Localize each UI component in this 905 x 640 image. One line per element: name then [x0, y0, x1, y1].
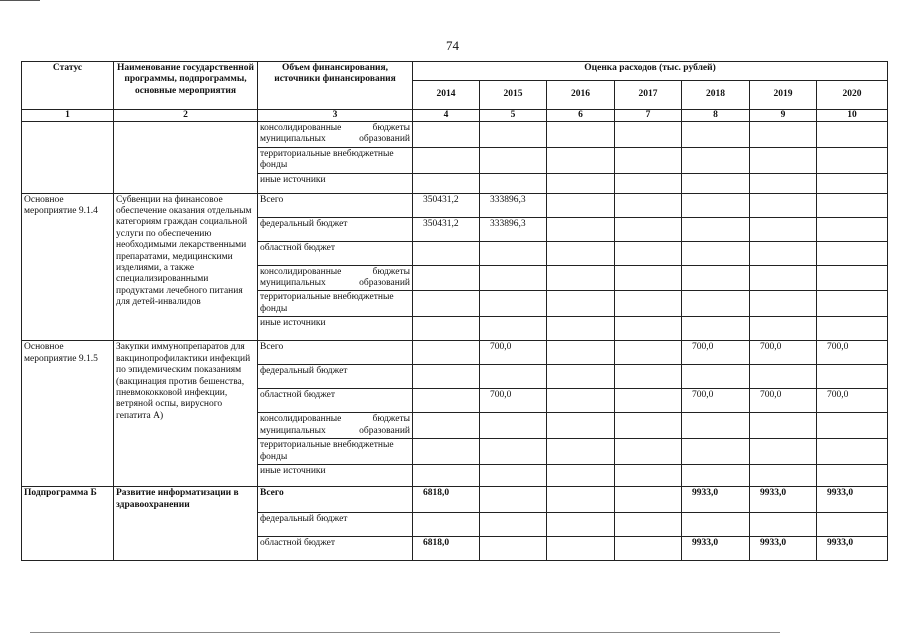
value-cell: [750, 265, 817, 291]
column-number: 1: [22, 110, 114, 122]
value-cell: 700,0: [750, 341, 817, 365]
value-cell: [750, 241, 817, 265]
value-cell: [615, 389, 682, 413]
value-cell: [480, 365, 547, 389]
column-number: 6: [547, 110, 615, 122]
value-cell: 700,0: [480, 341, 547, 365]
value-cell: [413, 291, 480, 317]
value-cell: [547, 537, 615, 561]
value-cell: 350431,2: [413, 217, 480, 241]
value-cell: [750, 122, 817, 148]
value-cell: [480, 317, 547, 341]
funding-source-cell: территориальные внебюджетные фонды: [258, 439, 413, 465]
table-body: [22, 122, 888, 561]
column-number: 4: [413, 110, 480, 122]
value-cell: [682, 173, 750, 193]
value-cell: [682, 193, 750, 217]
value-cell: [750, 513, 817, 537]
value-cell: [615, 122, 682, 148]
value-cell: [480, 513, 547, 537]
value-cell: [413, 465, 480, 487]
value-cell: [413, 265, 480, 291]
value-cell: [817, 413, 888, 439]
value-cell: [615, 341, 682, 365]
value-cell: [682, 265, 750, 291]
value-cell: 700,0: [817, 341, 888, 365]
column-number-row: [22, 110, 888, 122]
header-year-2020: 2020: [817, 81, 888, 110]
value-cell: [615, 217, 682, 241]
value-cell: [817, 217, 888, 241]
budget-table: [21, 61, 888, 561]
funding-source-cell: Всего: [258, 341, 413, 365]
value-cell: [547, 122, 615, 148]
value-cell: [547, 317, 615, 341]
funding-source-cell: областной бюджет: [258, 389, 413, 413]
value-cell: [817, 465, 888, 487]
header-name: Наименование государственной программы, подпрограммы, основные мероприятия: [114, 62, 258, 110]
value-cell: [480, 265, 547, 291]
value-cell: [817, 365, 888, 389]
value-cell: [682, 217, 750, 241]
value-cell: [547, 365, 615, 389]
value-cell: [413, 122, 480, 148]
funding-source-cell: Всего: [258, 487, 413, 513]
value-cell: [547, 291, 615, 317]
value-cell: [615, 173, 682, 193]
value-cell: [413, 147, 480, 173]
funding-source-cell: иные источники: [258, 317, 413, 341]
value-cell: [547, 389, 615, 413]
value-cell: [615, 147, 682, 173]
value-cell: [750, 147, 817, 173]
funding-source-cell: федеральный бюджет: [258, 217, 413, 241]
value-cell: [615, 513, 682, 537]
value-cell: 700,0: [480, 389, 547, 413]
value-cell: 9933,0: [750, 487, 817, 513]
value-cell: [413, 173, 480, 193]
column-number: 5: [480, 110, 547, 122]
status-cell: Основное мероприятие 9.1.5: [22, 341, 114, 487]
value-cell: [615, 193, 682, 217]
program-name-cell: [114, 122, 258, 194]
status-cell: [22, 122, 114, 194]
page-number: 74: [446, 38, 459, 53]
value-cell: [682, 513, 750, 537]
value-cell: [817, 241, 888, 265]
value-cell: [480, 413, 547, 439]
value-cell: [547, 439, 615, 465]
value-cell: 700,0: [682, 341, 750, 365]
value-cell: [547, 217, 615, 241]
value-cell: 6818,0: [413, 487, 480, 513]
value-cell: [615, 537, 682, 561]
value-cell: [413, 439, 480, 465]
value-cell: [413, 513, 480, 537]
program-name-cell: Субвенции на финансовое обеспечение оказания отдельным категориям граждан социальной услуги по обеспечению необходимыми лекарственными препаратами, медицинскими изделиями, а также специализированными продуктами лечебного питания для детей-инвалидов: [114, 193, 258, 341]
value-cell: [615, 487, 682, 513]
value-cell: [615, 241, 682, 265]
value-cell: [615, 365, 682, 389]
program-name-cell: Закупки иммунопрепаратов для вакцинопрофилактики инфекций по эпидемическим показаниям (вакцинация против бешенства, пневмококковой инфекции, ветряной оспы, вирусного гепатита А): [114, 341, 258, 487]
value-cell: [480, 537, 547, 561]
header-estimate: Оценка расходов (тыс. рублей): [413, 62, 888, 81]
column-number: 8: [682, 110, 750, 122]
header-status: Статус: [22, 62, 114, 110]
value-cell: [750, 217, 817, 241]
value-cell: [547, 147, 615, 173]
value-cell: [547, 241, 615, 265]
value-cell: 700,0: [750, 389, 817, 413]
value-cell: [682, 147, 750, 173]
value-cell: [480, 241, 547, 265]
value-cell: [750, 193, 817, 217]
value-cell: [547, 193, 615, 217]
value-cell: [682, 122, 750, 148]
funding-source-cell: Всего: [258, 193, 413, 217]
value-cell: [817, 193, 888, 217]
header-row-1: [22, 62, 888, 81]
value-cell: [615, 439, 682, 465]
program-name-cell: Развитие информатизации в здравоохранении: [114, 487, 258, 561]
value-cell: [615, 317, 682, 341]
funding-source-cell: областной бюджет: [258, 241, 413, 265]
header-year-2018: 2018: [682, 81, 750, 110]
value-cell: [682, 365, 750, 389]
value-cell: [413, 317, 480, 341]
value-cell: 9933,0: [817, 487, 888, 513]
funding-source-cell: иные источники: [258, 465, 413, 487]
value-cell: [413, 341, 480, 365]
value-cell: [547, 265, 615, 291]
value-cell: [547, 173, 615, 193]
value-cell: [750, 173, 817, 193]
value-cell: [817, 439, 888, 465]
value-cell: [682, 413, 750, 439]
value-cell: [750, 317, 817, 341]
value-cell: [480, 465, 547, 487]
value-cell: [547, 513, 615, 537]
column-number: 10: [817, 110, 888, 122]
table-row: [22, 193, 888, 217]
value-cell: [615, 413, 682, 439]
value-cell: [547, 465, 615, 487]
value-cell: [480, 173, 547, 193]
header-year-2019: 2019: [750, 81, 817, 110]
header-year-2016: 2016: [547, 81, 615, 110]
value-cell: 9933,0: [682, 487, 750, 513]
value-cell: [817, 147, 888, 173]
top-rule: [0, 0, 40, 1]
funding-source-cell: областной бюджет: [258, 537, 413, 561]
value-cell: [817, 317, 888, 341]
value-cell: [413, 389, 480, 413]
value-cell: [413, 241, 480, 265]
value-cell: 333896,3: [480, 193, 547, 217]
value-cell: [615, 265, 682, 291]
funding-source-cell: территориальные внебюджетные фонды: [258, 147, 413, 173]
funding-source-cell: федеральный бюджет: [258, 513, 413, 537]
status-cell: Основное мероприятие 9.1.4: [22, 193, 114, 341]
value-cell: [817, 122, 888, 148]
value-cell: [817, 291, 888, 317]
bottom-rule: [30, 632, 780, 633]
funding-source-cell: иные источники: [258, 173, 413, 193]
funding-source-cell: федеральный бюджет: [258, 365, 413, 389]
header-funding: Объем финансирования, источники финансирования: [258, 62, 413, 110]
header-year-2014: 2014: [413, 81, 480, 110]
value-cell: 9933,0: [817, 537, 888, 561]
funding-source-cell: территориальные внебюджетные фонды: [258, 291, 413, 317]
value-cell: [750, 413, 817, 439]
header-year-2017: 2017: [615, 81, 682, 110]
value-cell: [413, 413, 480, 439]
value-cell: 350431,2: [413, 193, 480, 217]
value-cell: [750, 465, 817, 487]
value-cell: [682, 465, 750, 487]
value-cell: [547, 487, 615, 513]
value-cell: [817, 265, 888, 291]
value-cell: [480, 439, 547, 465]
value-cell: 333896,3: [480, 217, 547, 241]
value-cell: [682, 241, 750, 265]
value-cell: [480, 122, 547, 148]
value-cell: [682, 291, 750, 317]
value-cell: [480, 291, 547, 317]
column-number: 7: [615, 110, 682, 122]
table-row: [22, 487, 888, 513]
status-cell: Подпрограмма Б: [22, 487, 114, 561]
column-number: 3: [258, 110, 413, 122]
value-cell: [615, 291, 682, 317]
table-row: [22, 341, 888, 365]
value-cell: [750, 365, 817, 389]
value-cell: [480, 487, 547, 513]
value-cell: [413, 365, 480, 389]
funding-source-cell: консолидированные бюджеты муниципальных образований: [258, 122, 413, 148]
value-cell: 700,0: [817, 389, 888, 413]
header-year-2015: 2015: [480, 81, 547, 110]
value-cell: [750, 439, 817, 465]
column-number: 2: [114, 110, 258, 122]
funding-source-cell: консолидированные бюджеты муниципальных образований: [258, 265, 413, 291]
value-cell: [817, 173, 888, 193]
value-cell: [682, 317, 750, 341]
value-cell: 700,0: [682, 389, 750, 413]
value-cell: [682, 439, 750, 465]
value-cell: 9933,0: [750, 537, 817, 561]
value-cell: [480, 147, 547, 173]
value-cell: 9933,0: [682, 537, 750, 561]
table-row: [22, 122, 888, 148]
funding-source-cell: консолидированные бюджеты муниципальных образований: [258, 413, 413, 439]
value-cell: [817, 513, 888, 537]
column-number: 9: [750, 110, 817, 122]
value-cell: [615, 465, 682, 487]
value-cell: [547, 341, 615, 365]
value-cell: 6818,0: [413, 537, 480, 561]
value-cell: [750, 291, 817, 317]
value-cell: [547, 413, 615, 439]
